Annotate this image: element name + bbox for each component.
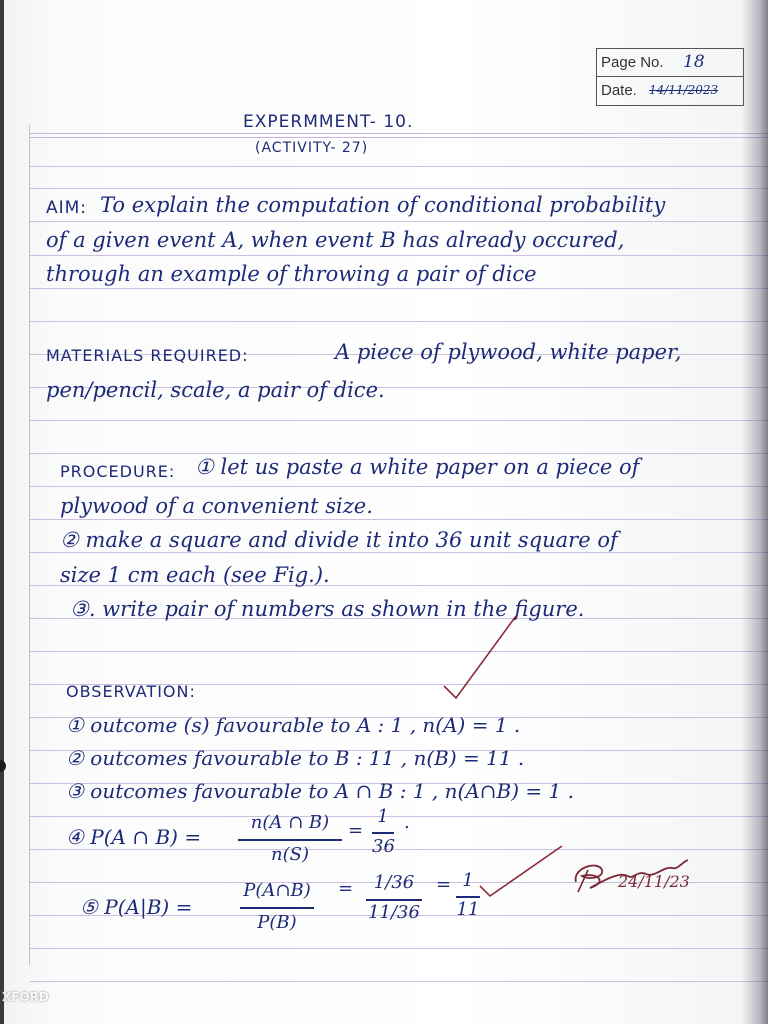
materials-line-1: A piece of plywood, white paper, xyxy=(335,340,682,364)
procedure-line-1: ① let us paste a white paper on a piece of xyxy=(195,455,640,479)
margin-line xyxy=(29,125,30,965)
observation-item5-prefix: ⑤ P(A|B) = xyxy=(80,895,193,919)
observation-item5-eq: = xyxy=(338,878,354,899)
page-no-label: Page No. xyxy=(601,54,664,71)
aim-line-1: To explain the computation of conditional probability xyxy=(100,193,666,217)
procedure-line-4: size 1 cm each (see Fig.). xyxy=(60,563,330,587)
aim-line-2: of a given event A, when event B has already occured, xyxy=(46,228,625,252)
materials-label: MATERIALS REQUIRED: xyxy=(46,346,249,365)
check-mark-icon xyxy=(440,612,520,702)
observation-line-2: ② outcomes favourable to B : 11 , n(B) = 11 . xyxy=(66,746,525,770)
observation-item4-eq: = xyxy=(348,820,364,841)
binder-hole xyxy=(0,760,6,772)
fraction-numerator: 1 xyxy=(377,806,389,827)
fraction-denominator: P(B) xyxy=(257,912,297,933)
fraction-numerator: P(A∩B) xyxy=(243,880,311,901)
fraction-denominator: n(S) xyxy=(271,844,309,865)
procedure-line-2: plywood of a convenient size. xyxy=(60,494,373,518)
fraction-numerator: n(A ∩ B) xyxy=(250,812,330,833)
date-label: Date. xyxy=(601,82,637,99)
fraction-denominator: 11 xyxy=(456,899,480,920)
procedure-label: PROCEDURE: xyxy=(60,462,176,481)
check-mark-icon xyxy=(476,842,566,902)
fraction-numerator: 1/36 xyxy=(373,872,415,893)
date-value: 14/11/2023 xyxy=(649,83,719,97)
fraction-numerator: 1 xyxy=(462,870,474,891)
fraction-1-over-36 xyxy=(372,806,394,856)
fraction-n-ab-over-n-s xyxy=(238,812,342,868)
fraction-denominator: 11/36 xyxy=(368,902,420,923)
fraction-p-ab-over-p-b xyxy=(240,880,314,936)
watermark-logo: XFORD xyxy=(2,990,49,1004)
observation-item4-end: . xyxy=(404,812,410,833)
observation-line-1: ① outcome (s) favourable to A : 1 , n(A) = 1 . xyxy=(66,713,521,737)
procedure-line-5: ③. write pair of numbers as shown in the figure. xyxy=(70,597,585,621)
observation-item4-prefix: ④ P(A ∩ B) = xyxy=(66,825,202,849)
observation-line-3: ③ outcomes favourable to A ∩ B : 1 , n(A∩B) = 1 . xyxy=(66,779,574,803)
binding-edge xyxy=(0,0,4,1024)
page-shadow xyxy=(742,0,768,1024)
activity-title: (ACTIVITY- 27) xyxy=(255,140,369,156)
fraction-denominator: 36 xyxy=(372,836,395,857)
signature-date: 24/11/23 xyxy=(618,872,690,891)
page-date-box xyxy=(596,48,744,106)
observation-item5-eq2: = xyxy=(436,874,452,895)
fraction-1-36-over-11-36 xyxy=(366,872,422,924)
page-no-value: 18 xyxy=(683,52,705,72)
observation-label: OBSERVATION: xyxy=(66,682,196,701)
aim-line-3: through an example of throwing a pair of dice xyxy=(46,262,537,286)
aim-label: AIM: xyxy=(46,198,88,218)
materials-line-2: pen/pencil, scale, a pair of dice. xyxy=(46,378,385,402)
experiment-title: EXPERMMENT- 10. xyxy=(243,112,414,132)
procedure-line-3: ② make a square and divide it into 36 unit square of xyxy=(60,528,618,552)
